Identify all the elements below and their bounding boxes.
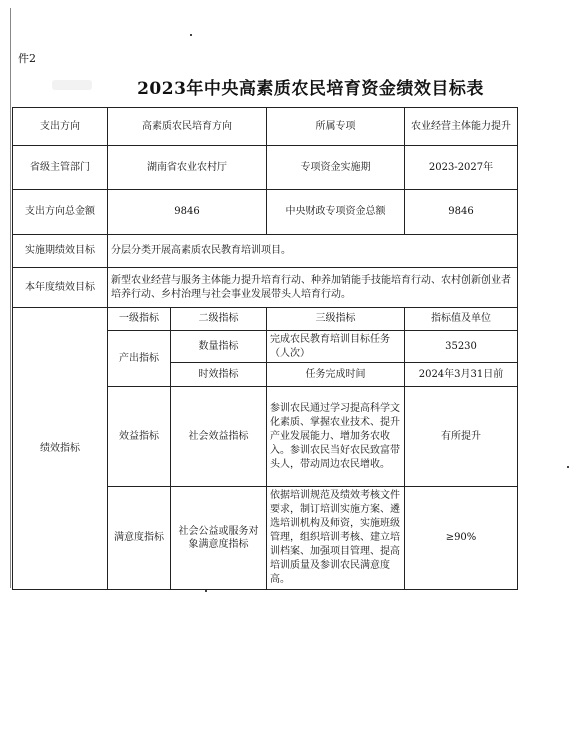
level2-indicator: 时效指标 xyxy=(171,363,267,387)
row-value: 2023-2027年 xyxy=(405,146,518,190)
level2-indicator: 社会效益指标 xyxy=(171,387,267,487)
column-header: 一级指标 xyxy=(108,308,171,331)
attachment-label: 件2 xyxy=(18,52,36,65)
level3-indicator: 完成农民教育培训目标任务（人次） xyxy=(267,331,405,363)
document-title-text: 2023年中央高素质农民培育资金绩效目标表 xyxy=(137,79,484,99)
row-label: 所属专项 xyxy=(267,108,405,146)
document-title xyxy=(0,74,581,99)
table-row xyxy=(13,108,518,146)
speck xyxy=(190,34,192,36)
row-label: 专项资金实施期 xyxy=(267,146,405,190)
row-label: 中央财政专项资金总额 xyxy=(267,190,405,235)
row-label: 支出方向总金额 xyxy=(13,190,108,235)
row-label: 省级主管部门 xyxy=(13,146,108,190)
speck xyxy=(205,590,207,592)
performance-indicator-label: 绩效指标 xyxy=(13,308,108,590)
row-value: 9846 xyxy=(405,190,518,235)
indicator-value: 有所提升 xyxy=(405,387,518,487)
column-header: 指标值及单位 xyxy=(405,308,518,331)
row-value: 分层分类开展高素质农民教育培训项目。 xyxy=(108,235,518,268)
row-value: 新型农业经营与服务主体能力提升培育行动、种养加销能手技能培育行动、农村创新创业者培养行动、乡村治理与社会事业发展带头人培育行动。 xyxy=(108,268,518,308)
level3-indicator: 任务完成时间 xyxy=(267,363,405,387)
column-header: 二级指标 xyxy=(171,308,267,331)
table-row xyxy=(13,308,518,331)
table-row xyxy=(13,268,518,308)
level1-indicator: 满意度指标 xyxy=(108,487,171,590)
row-label: 本年度绩效目标 xyxy=(13,268,108,308)
indicator-value: 2024年3月31日前 xyxy=(405,363,518,387)
level2-indicator: 数量指标 xyxy=(171,331,267,363)
row-label: 支出方向 xyxy=(13,108,108,146)
row-value: 高素质农民培育方向 xyxy=(108,108,267,146)
indicator-value: 35230 xyxy=(405,331,518,363)
level3-indicator: 依据培训规范及绩效考核文件要求，制订培训实施方案、遴选培训机构及师资，实施班级管理，组织培训考核、建立培训档案、加强项目管理、提高培训质量及参训农民满意度高。 xyxy=(267,487,405,590)
row-label: 实施期绩效目标 xyxy=(13,235,108,268)
level1-indicator: 产出指标 xyxy=(108,331,171,387)
row-value: 农业经营主体能力提升 xyxy=(405,108,518,146)
indicator-value: ≥90% xyxy=(405,487,518,590)
column-header: 三级指标 xyxy=(267,308,405,331)
level3-indicator: 参训农民通过学习提高科学文化素质、掌握农业技术、提升产业发展能力、增加务农收入。参训农民当好农民致富带头人，带动周边农民增收。 xyxy=(267,387,405,487)
speck xyxy=(567,466,569,468)
table-row xyxy=(13,146,518,190)
table-row xyxy=(13,190,518,235)
table-row xyxy=(13,235,518,268)
row-value: 9846 xyxy=(108,190,267,235)
level1-indicator: 效益指标 xyxy=(108,387,171,487)
row-value: 湖南省农业农村厅 xyxy=(108,146,267,190)
level2-indicator: 社会公益或服务对象满意度指标 xyxy=(171,487,267,590)
performance-target-table xyxy=(12,107,518,590)
